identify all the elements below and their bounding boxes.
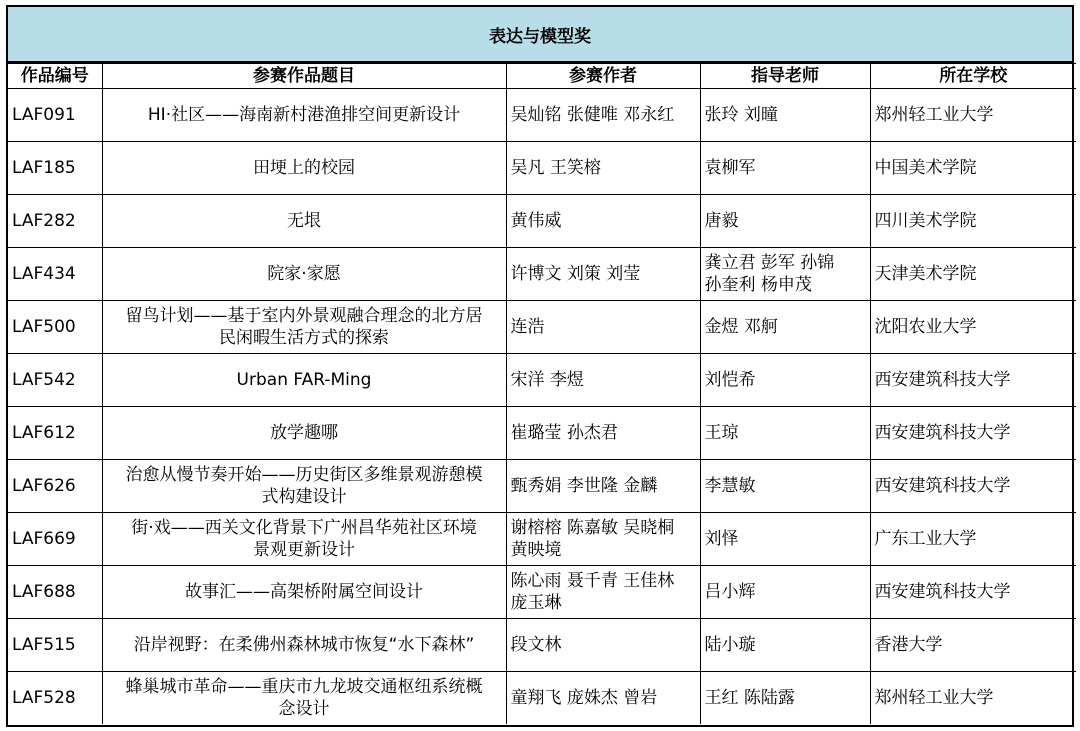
table-row [8, 301, 1076, 354]
cell-title-line: 留鸟计划——基于室内外景观融合理念的北方居 [125, 306, 483, 326]
cell-title-line: 无垠 [287, 211, 321, 231]
cell-school: 广东工业大学 [870, 513, 1076, 566]
cell-id: LAF688 [8, 566, 102, 619]
cell-school: 香港大学 [870, 619, 1076, 672]
cell-advisor-line: 刘恺希 [704, 370, 756, 390]
cell-school: 沈阳农业大学 [870, 301, 1076, 354]
cell-title [102, 460, 506, 513]
cell-id: LAF434 [8, 248, 102, 301]
cell-advisor [700, 301, 870, 354]
cell-author [506, 354, 700, 407]
table-row [8, 619, 1076, 672]
cell-advisor-line: 袁柳军 [704, 158, 756, 178]
cell-id: LAF282 [8, 195, 102, 248]
cell-author [506, 301, 700, 354]
cell-author-line: 黄伟威 [510, 211, 562, 231]
cell-advisor-line: 李慧敏 [704, 476, 756, 496]
cell-title-line: 景观更新设计 [253, 540, 355, 560]
table-row [8, 407, 1076, 460]
cell-advisor-line: 王红 陈陆露 [704, 688, 795, 708]
cell-author-line: 庞玉琳 [510, 593, 562, 613]
cell-author-line: 吴灿铭 张健唯 邓永红 [510, 105, 675, 125]
cell-author-line: 段文林 [510, 635, 562, 655]
cell-title-line: 民闲暇生活方式的探索 [219, 328, 389, 348]
cell-title [102, 195, 506, 248]
header-id: 作品编号 [8, 64, 102, 89]
cell-advisor-line: 龚立君 彭军 孙锦 [704, 253, 835, 273]
cell-title [102, 619, 506, 672]
header-advisor: 指导老师 [700, 64, 870, 89]
cell-title-line: 放学趣哪 [270, 423, 338, 443]
cell-id: LAF515 [8, 619, 102, 672]
cell-advisor-line: 刘怿 [704, 529, 739, 549]
cell-school: 郑州轻工业大学 [870, 89, 1076, 142]
table-row [8, 142, 1076, 195]
header-author: 参赛作者 [506, 64, 700, 89]
table-row [8, 354, 1076, 407]
cell-advisor [700, 619, 870, 672]
cell-author [506, 672, 700, 725]
cell-advisor-line: 王琼 [704, 423, 739, 443]
cell-advisor [700, 513, 870, 566]
cell-author-line: 宋洋 李煜 [510, 370, 584, 390]
cell-advisor [700, 354, 870, 407]
cell-school: 四川美术学院 [870, 195, 1076, 248]
cell-id: LAF500 [8, 301, 102, 354]
cell-id: LAF185 [8, 142, 102, 195]
cell-title-line: 街·戏——西关文化背景下广州昌华苑社区环境 [131, 518, 477, 538]
cell-title-line: 式构建设计 [261, 487, 347, 507]
cell-id: LAF669 [8, 513, 102, 566]
cell-school: 西安建筑科技大学 [870, 460, 1076, 513]
cell-title [102, 142, 506, 195]
table-row [8, 513, 1076, 566]
cell-title [102, 301, 506, 354]
cell-author [506, 407, 700, 460]
cell-title [102, 566, 506, 619]
cell-id: LAF528 [8, 672, 102, 725]
cell-author [506, 619, 700, 672]
cell-author [506, 460, 700, 513]
cell-author-line: 甄秀娟 李世隆 金麟 [510, 476, 658, 496]
cell-school: 郑州轻工业大学 [870, 672, 1076, 725]
cell-advisor [700, 672, 870, 725]
cell-advisor-line: 吕小辉 [704, 582, 756, 602]
cell-school: 西安建筑科技大学 [870, 566, 1076, 619]
cell-author-line: 童翔飞 庞姝杰 曾岩 [510, 688, 658, 708]
cell-advisor [700, 460, 870, 513]
cell-title-line: 沿岸视野：在柔佛州森林城市恢复“水下森林” [133, 635, 475, 655]
cell-id: LAF542 [8, 354, 102, 407]
cell-author [506, 513, 700, 566]
table-row [8, 566, 1076, 619]
cell-id: LAF612 [8, 407, 102, 460]
cell-title-line: 院家·家愿 [267, 264, 341, 284]
cell-title-line: 蜂巢城市革命——重庆市九龙坡交通枢纽系统概 [125, 677, 483, 697]
cell-advisor [700, 195, 870, 248]
cell-author [506, 248, 700, 301]
table-row [8, 195, 1076, 248]
cell-title [102, 89, 506, 142]
cell-author-line: 许博文 刘策 刘莹 [510, 264, 641, 284]
cell-author [506, 89, 700, 142]
award-table [8, 63, 1076, 724]
cell-title-line: 治愈从慢节奏开始——历史街区多维景观游憩模 [125, 465, 483, 485]
cell-advisor-line: 张玲 刘曈 [704, 105, 778, 125]
cell-author [506, 566, 700, 619]
cell-title-line: 故事汇——高架桥附属空间设计 [185, 582, 423, 602]
cell-title [102, 248, 506, 301]
cell-advisor [700, 248, 870, 301]
header-row [8, 64, 1076, 89]
cell-advisor [700, 407, 870, 460]
cell-title [102, 407, 506, 460]
cell-advisor [700, 142, 870, 195]
cell-school: 西安建筑科技大学 [870, 407, 1076, 460]
cell-title-line: 念设计 [278, 699, 330, 719]
cell-title-line: Urban FAR-Ming [236, 370, 372, 390]
cell-title [102, 513, 506, 566]
cell-school: 中国美术学院 [870, 142, 1076, 195]
cell-author-line: 黄映境 [510, 540, 562, 560]
cell-advisor-line: 陆小璇 [704, 635, 756, 655]
cell-school: 天津美术学院 [870, 248, 1076, 301]
award-table-sheet [6, 5, 1074, 727]
cell-author [506, 195, 700, 248]
table-body [8, 89, 1076, 725]
table-row [8, 248, 1076, 301]
table-title: 表达与模型奖 [8, 7, 1072, 63]
cell-school: 西安建筑科技大学 [870, 354, 1076, 407]
cell-id: LAF626 [8, 460, 102, 513]
table-row [8, 460, 1076, 513]
cell-title-line: HI·社区——海南新村港渔排空间更新设计 [147, 105, 461, 125]
cell-author [506, 142, 700, 195]
cell-author-line: 谢榕榕 陈嘉敏 吴晓桐 [510, 518, 675, 538]
cell-advisor [700, 566, 870, 619]
table-row [8, 89, 1076, 142]
cell-author-line: 崔璐莹 孙杰君 [510, 423, 618, 443]
cell-advisor-line: 孙奎利 杨申茂 [704, 275, 812, 295]
cell-title [102, 354, 506, 407]
header-title: 参赛作品题目 [102, 64, 506, 89]
cell-title [102, 672, 506, 725]
cell-advisor-line: 金煜 邓舸 [704, 317, 778, 337]
cell-id: LAF091 [8, 89, 102, 142]
cell-author-line: 连浩 [510, 317, 545, 337]
table-row [8, 672, 1076, 725]
cell-author-line: 吴凡 王笑榕 [510, 158, 601, 178]
header-school: 所在学校 [870, 64, 1076, 89]
cell-advisor-line: 唐毅 [704, 211, 739, 231]
cell-advisor [700, 89, 870, 142]
cell-title-line: 田埂上的校园 [253, 158, 355, 178]
cell-author-line: 陈心雨 聂千青 王佳林 [510, 571, 675, 591]
